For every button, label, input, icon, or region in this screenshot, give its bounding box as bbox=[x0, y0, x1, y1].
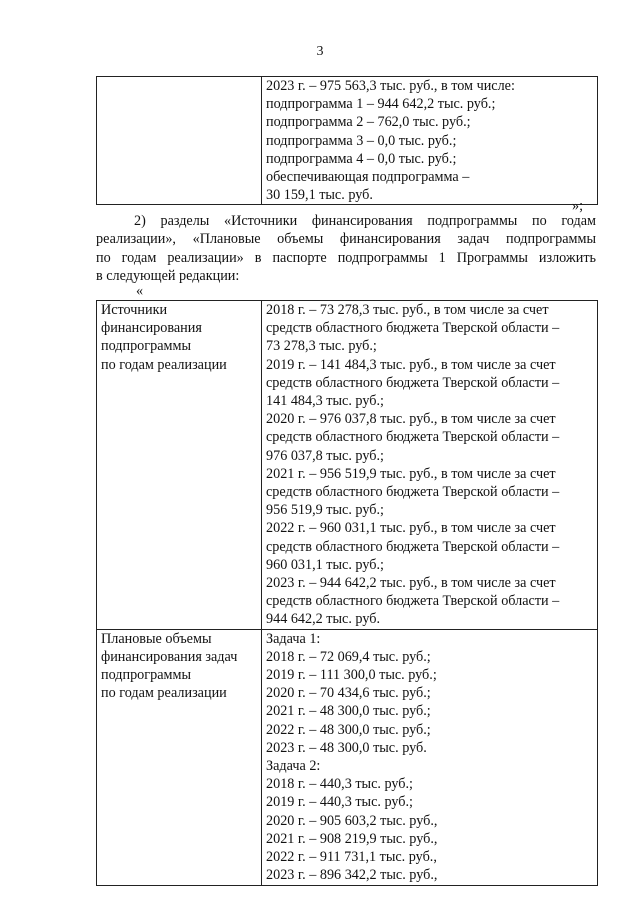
text-line: 2023 г. – 975 563,3 тыс. руб., в том числе: bbox=[266, 78, 515, 94]
label-line: финансирования bbox=[101, 320, 202, 337]
value-line: 944 642,2 тыс. руб. bbox=[266, 611, 380, 628]
financing-table-top bbox=[96, 76, 598, 205]
table-row bbox=[97, 77, 598, 205]
text-line: подпрограмма 2 – 762,0 тыс. руб.; bbox=[266, 114, 471, 131]
text-line: подпрограмма 1 – 944 642,2 тыс. руб.; bbox=[266, 96, 496, 113]
label-cell-sources bbox=[97, 301, 262, 630]
text-line: подпрограмма 3 – 0,0 тыс. руб.; bbox=[266, 132, 457, 149]
value-line: 956 519,9 тыс. руб.; bbox=[266, 502, 384, 519]
closing-quote-mark: »; bbox=[572, 198, 584, 214]
value-line: средств областного бюджета Тверской области – bbox=[266, 484, 560, 501]
label-line: финансирования задач bbox=[101, 648, 238, 665]
value-cell-sources bbox=[262, 301, 598, 630]
value-line: средств областного бюджета Тверской области – bbox=[266, 374, 560, 391]
value-line: 2023 г. – 48 300,0 тыс. руб. bbox=[266, 739, 427, 756]
value-line: 2020 г. – 905 603,2 тыс. руб., bbox=[266, 812, 438, 829]
paragraph-line: 2) разделы «Источники финансирования подпрограммы по годам bbox=[134, 213, 596, 229]
value-line: средств областного бюджета Тверской области – bbox=[266, 429, 560, 446]
paragraph-line: реализации», «Плановые объемы финансирования задач подпрограммы bbox=[96, 231, 596, 248]
value-line: 141 484,3 тыс. руб.; bbox=[266, 393, 384, 410]
label-line: подпрограммы bbox=[101, 338, 191, 355]
paragraph-line: по годам реализации» в паспорте подпрограммы 1 Программы изложить bbox=[96, 249, 596, 266]
value-line: 73 278,3 тыс. руб.; bbox=[266, 338, 377, 355]
value-line: 2019 г. – 111 300,0 тыс. руб.; bbox=[266, 667, 437, 684]
label-line: Плановые объемы bbox=[101, 630, 212, 647]
value-line: 2019 г. – 440,3 тыс. руб.; bbox=[266, 794, 413, 811]
label-line: Источники bbox=[101, 302, 168, 318]
value-line: 2018 г. – 72 069,4 тыс. руб.; bbox=[266, 648, 431, 665]
value-line: 2022 г. – 48 300,0 тыс. руб.; bbox=[266, 721, 431, 738]
value-line: Задача 2: bbox=[266, 758, 321, 775]
text-line: обеспечивающая подпрограмма – bbox=[266, 169, 470, 186]
value-line: 960 031,1 тыс. руб.; bbox=[266, 556, 384, 573]
value-line: 976 037,8 тыс. руб.; bbox=[266, 447, 384, 464]
passport-table bbox=[96, 300, 598, 886]
paragraph-line: в следующей редакции: bbox=[96, 268, 240, 285]
value-line: 2021 г. – 48 300,0 тыс. руб.; bbox=[266, 703, 431, 720]
label-line: подпрограммы bbox=[101, 667, 191, 684]
table-row-planned-volumes bbox=[97, 629, 598, 885]
value-line: Задача 1: bbox=[266, 630, 321, 647]
value-line: 2022 г. – 960 031,1 тыс. руб., в том числе за счет bbox=[266, 520, 556, 537]
value-line: 2018 г. – 73 278,3 тыс. руб., в том числе за счет bbox=[266, 302, 549, 318]
amendment-paragraph bbox=[96, 212, 596, 286]
table-row-sources bbox=[97, 301, 598, 630]
table-cell-empty bbox=[97, 77, 262, 205]
text-line: подпрограмма 4 – 0,0 тыс. руб.; bbox=[266, 150, 457, 167]
label-cell-planned-volumes bbox=[97, 629, 262, 885]
value-line: 2022 г. – 911 731,1 тыс. руб., bbox=[266, 849, 437, 866]
opening-quote-mark: « bbox=[136, 283, 144, 299]
value-line: 2020 г. – 70 434,6 тыс. руб.; bbox=[266, 685, 431, 702]
value-line: 2018 г. – 440,3 тыс. руб.; bbox=[266, 776, 413, 793]
text-line: 30 159,1 тыс. руб. bbox=[266, 187, 373, 204]
label-line: по годам реализации bbox=[101, 356, 227, 373]
value-line: средств областного бюджета Тверской области – bbox=[266, 593, 560, 610]
table-cell-financing-2023 bbox=[262, 77, 598, 205]
label-line: по годам реализации bbox=[101, 685, 227, 702]
value-line: средств областного бюджета Тверской области – bbox=[266, 320, 560, 337]
value-line: 2023 г. – 944 642,2 тыс. руб., в том числе за счет bbox=[266, 575, 556, 592]
value-line: 2021 г. – 956 519,9 тыс. руб., в том числе за счет bbox=[266, 465, 556, 482]
value-cell-planned-volumes bbox=[262, 629, 598, 885]
value-line: 2020 г. – 976 037,8 тыс. руб., в том числе за счет bbox=[266, 411, 556, 428]
value-line: 2021 г. – 908 219,9 тыс. руб., bbox=[266, 830, 438, 847]
page-number: 3 bbox=[316, 44, 324, 59]
value-line: средств областного бюджета Тверской области – bbox=[266, 538, 560, 555]
value-line: 2019 г. – 141 484,3 тыс. руб., в том числе за счет bbox=[266, 356, 556, 373]
value-line: 2023 г. – 896 342,2 тыс. руб., bbox=[266, 867, 438, 884]
